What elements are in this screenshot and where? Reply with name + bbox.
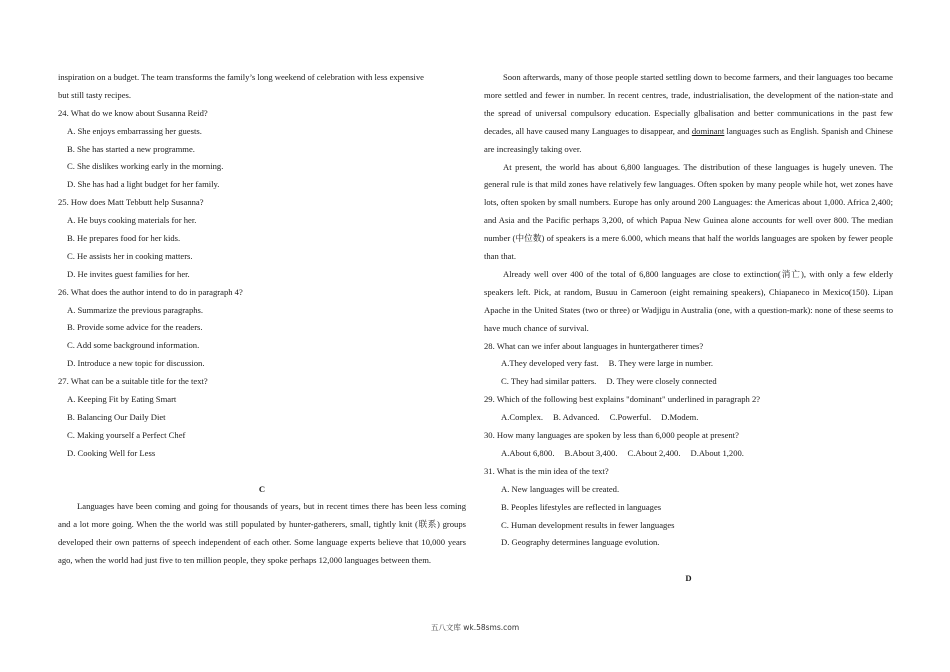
question-26: 26. What does the author intend to do in paragraph 4?	[58, 286, 243, 297]
question-27: 27. What can be a suitable title for the text?	[58, 376, 208, 387]
option: A. Keeping Fit by Eating Smart	[67, 394, 177, 405]
option: C. Human development results in fewer languages	[501, 519, 675, 530]
option: D. Cooking Well for Less	[67, 447, 156, 458]
section-d-heading: D	[685, 573, 692, 584]
options-row: C. They had similar patters. D. They were closely connected	[501, 376, 717, 387]
passage-paragraph-2: At present, the world has about 6,800 languages. The distribution of these languages is hugely uneven. The general rule is that mild zones have relatively few languages. Often spoken by many people while hot, wet zones have lots, often spoken by small numbers. Europe has only around 200 Languages: the Americas about 1,000. Africa 2,400; and Asia and the Pacific perhaps 3,200, of which Papua New Guinea alone accounts for well over 800. The median number (中位数) of speakers is a mere 6.000, which means that half the worlds languages are spoken by fewer people than that.	[484, 161, 893, 262]
option: A. New languages will be created.	[501, 483, 620, 494]
left-column	[58, 69, 466, 570]
passage-paragraph-3: Already well over 400 of the total of 6,800 languages are close to extinction(消亡), with only a few elderly speakers left. Pick, at random, Busuu in Cameroon (eight remaining speakers), Chiapaneco in Mexico(150). Lipan Apache in the United States (two or three) or Wadjigu in Australia (one, with a question-mark): none of these seems to have much chance of survival.	[484, 268, 893, 333]
option: B. Provide some advice for the readers.	[67, 322, 203, 333]
passage-paragraph-1: Soon afterwards, many of those people started settling down to become farmers, and their languages too became more settled and fewer in number. In recent centres, trade, industrialisation, the development of the nation-state and the spread of universal compulsory education. Especially glbalisation and better communications in the past few decades, all have caused many Languages to disappear, and dominant languages such as English. Spanish and Chinese are increasingly taking over.	[484, 72, 893, 154]
footer-watermark: 五八文库 wk.58sms.com	[430, 623, 520, 632]
right-column	[484, 69, 893, 588]
intro-line: inspiration on a budget. The team transforms the family’s long weekend of celebration with less expensive	[58, 72, 424, 82]
option: A. He buys cooking materials for her.	[67, 215, 197, 226]
intro-line: but still tasty recipes.	[58, 89, 132, 100]
section-c-heading: C	[258, 483, 266, 494]
question-29: 29. Which of the following best explains "dominant" underlined in paragraph 2?	[484, 394, 761, 405]
option: C. He assists her in cooking matters.	[67, 250, 193, 261]
question-25: 25. How does Matt Tebbutt help Susanna?	[58, 197, 204, 208]
question-30: 30. How many languages are spoken by less than 6,000 people at present?	[484, 430, 739, 441]
option: A. She enjoys embarrassing her guests.	[67, 125, 202, 136]
underlined-word: dominant	[691, 125, 725, 136]
option: D. He invites guest families for her.	[67, 268, 190, 279]
passage-c: Languages have been coming and going for thousands of years, but in recent times there has been less coming and a lot more going. When the the world was still populated by hunter-gatherers, small, tightly knit (联系) groups developed their own patterns of speech independent of each other. Some language experts believe that 10,000 years ago, when the world had just five to ten million people, they spoke perhaps 12,000 languages between them.	[58, 501, 466, 566]
option: D. Geography determines language evolution.	[501, 537, 660, 548]
option: C. Making yourself a Perfect Chef	[67, 429, 186, 440]
option: C. Add some background information.	[67, 340, 200, 351]
option: D. Introduce a new topic for discussion.	[67, 358, 205, 369]
option: B. Peoples lifestyles are reflected in languages	[501, 501, 662, 512]
option: B. He prepares food for her kids.	[67, 233, 181, 244]
options-row: A.About 6,800. B.About 3,400. C.About 2,400. D.About 1,200.	[501, 447, 744, 458]
question-24: 24. What do we know about Susanna Reid?	[58, 107, 208, 118]
option: B. Balancing Our Daily Diet	[67, 411, 166, 422]
options-row: A.They developed very fast. B. They were large in number.	[501, 358, 714, 369]
option: B. She has started a new programme.	[67, 143, 195, 154]
options-row: A.Complex. B. Advanced. C.Powerful. D.Modem.	[501, 412, 699, 423]
option: D. She has had a light budget for her family.	[67, 179, 220, 190]
option: C. She dislikes working early in the morning.	[67, 161, 224, 172]
question-28: 28. What can we infer about languages in huntergatherer times?	[484, 340, 704, 351]
question-31: 31. What is the min idea of the text?	[484, 465, 609, 476]
option: A. Summarize the previous paragraphs.	[67, 304, 204, 315]
